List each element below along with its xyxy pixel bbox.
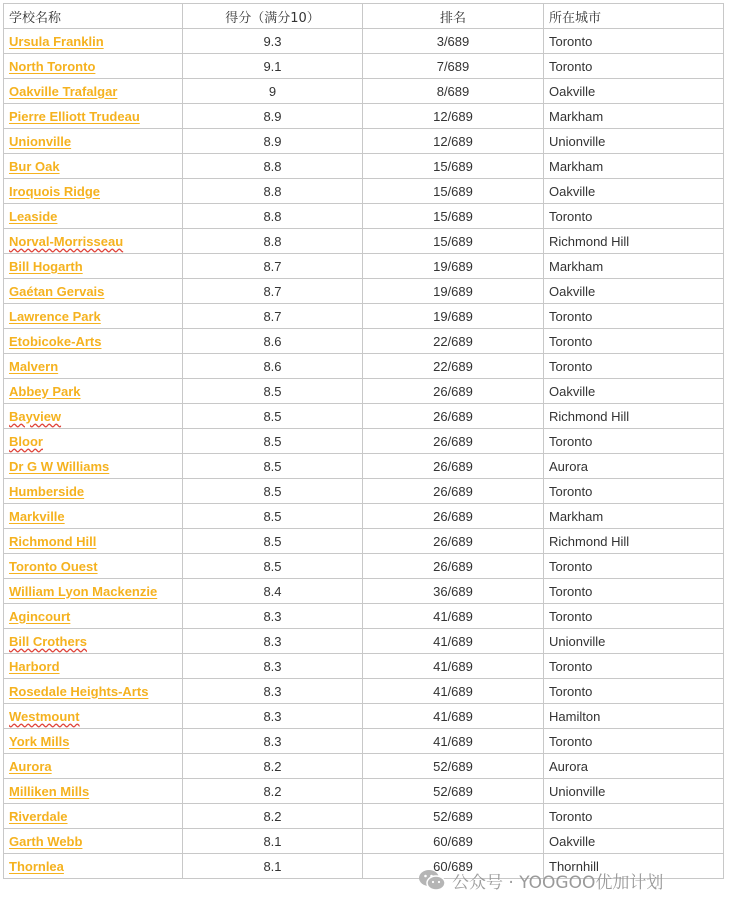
city-cell: Toronto [544,579,724,604]
table-row [4,704,724,729]
school-name-cell [4,779,183,804]
score-cell: 8.6 [183,354,363,379]
rank-cell: 26/689 [363,379,544,404]
rank-cell: 41/689 [363,679,544,704]
city-cell: Toronto [544,604,724,629]
city-cell: Toronto [544,354,724,379]
school-name-cell [4,54,183,79]
school-name-cell [4,129,183,154]
school-name-cell [4,704,183,729]
score-cell: 8.3 [183,604,363,629]
school-link[interactable]: Leaside [9,208,58,224]
rank-cell: 52/689 [363,779,544,804]
rank-cell: 8/689 [363,79,544,104]
rank-cell: 22/689 [363,354,544,379]
school-name-cell [4,629,183,654]
city-cell: Toronto [544,29,724,54]
table-row [4,779,724,804]
rank-cell: 26/689 [363,504,544,529]
school-link[interactable]: Garth Webb [9,833,83,849]
rank-cell: 15/689 [363,179,544,204]
rank-cell: 41/689 [363,729,544,754]
score-cell: 8.2 [183,779,363,804]
school-name-cell [4,579,183,604]
rank-cell: 19/689 [363,279,544,304]
school-link[interactable]: Aurora [9,758,52,774]
score-cell: 8.8 [183,204,363,229]
rank-cell: 15/689 [363,154,544,179]
school-name-cell [4,429,183,454]
school-link[interactable]: Pierre Elliott Trudeau [9,108,140,124]
table-row [4,604,724,629]
rank-cell: 60/689 [363,829,544,854]
watermark [418,867,663,893]
table-row [4,754,724,779]
score-cell: 8.5 [183,479,363,504]
table-row [4,529,724,554]
table-row [4,54,724,79]
score-cell: 8.3 [183,629,363,654]
school-link[interactable]: Iroquois Ridge [9,183,100,199]
table-row [4,654,724,679]
city-cell: Toronto [544,479,724,504]
score-cell: 8.1 [183,829,363,854]
school-name-cell [4,254,183,279]
score-cell: 8.5 [183,379,363,404]
school-name-cell [4,654,183,679]
score-cell: 8.5 [183,404,363,429]
score-cell: 8.2 [183,804,363,829]
city-cell: Toronto [544,304,724,329]
score-cell: 8.5 [183,504,363,529]
score-cell: 8.6 [183,329,363,354]
rank-cell: 12/689 [363,129,544,154]
city-cell: Oakville [544,279,724,304]
score-cell: 8.8 [183,229,363,254]
rank-cell: 26/689 [363,404,544,429]
table-row [4,729,724,754]
table-row [4,329,724,354]
school-link[interactable]: Bill Crothers [9,633,88,649]
table-row [4,279,724,304]
school-link[interactable]: Bayview [9,408,62,424]
school-name-cell [4,729,183,754]
rank-cell: 26/689 [363,529,544,554]
score-cell: 8.3 [183,729,363,754]
table-row [4,579,724,604]
school-name-cell [4,804,183,829]
city-cell: Unionville [544,129,724,154]
school-link[interactable]: York Mills [9,733,70,749]
school-name-cell [4,854,183,879]
school-link[interactable]: Agincourt [9,608,71,624]
city-cell: Toronto [544,679,724,704]
school-link[interactable]: Harbord [9,658,60,674]
city-cell: Richmond Hill [544,229,724,254]
school-name-cell [4,154,183,179]
school-name-cell [4,79,183,104]
watermark-text: 公众号 · YOOGOO优加计划 [452,872,664,893]
school-name-cell [4,279,183,304]
rank-cell: 41/689 [363,654,544,679]
table-row [4,679,724,704]
school-link[interactable]: Oakville Trafalgar [9,83,118,99]
city-cell: Markham [544,104,724,129]
city-cell: Toronto [544,729,724,754]
city-cell: Aurora [544,454,724,479]
city-cell: Toronto [544,329,724,354]
school-link[interactable]: Bur Oak [9,158,60,174]
city-cell: Oakville [544,79,724,104]
school-name-cell [4,454,183,479]
school-link[interactable]: Riverdale [9,808,68,824]
score-cell: 8.8 [183,154,363,179]
school-link[interactable]: Unionville [9,133,72,149]
score-cell: 9.3 [183,29,363,54]
rank-cell: 26/689 [363,554,544,579]
rank-cell: 12/689 [363,104,544,129]
school-name-cell [4,104,183,129]
table-row [4,379,724,404]
score-cell: 8.9 [183,129,363,154]
table-row [4,304,724,329]
table-row [4,479,724,504]
rank-cell: 15/689 [363,204,544,229]
table-row [4,429,724,454]
city-cell: Toronto [544,804,724,829]
school-name-cell [4,304,183,329]
table-row [4,829,724,854]
school-name-cell [4,679,183,704]
score-cell: 8.7 [183,279,363,304]
rank-cell: 26/689 [363,454,544,479]
header-school-name: 学校名称 [4,4,183,29]
school-name-cell [4,479,183,504]
school-name-cell [4,329,183,354]
rank-cell: 26/689 [363,429,544,454]
school-name-cell [4,354,183,379]
school-link[interactable]: Bill Hogarth [9,258,83,274]
header-city: 所在城市 [544,4,724,29]
city-cell: Unionville [544,779,724,804]
rank-cell: 52/689 [363,804,544,829]
table-row [4,354,724,379]
rank-cell: 41/689 [363,704,544,729]
school-name-cell [4,379,183,404]
school-name-cell [4,604,183,629]
school-link[interactable]: Etobicoke-Arts [9,333,102,349]
table-row [4,404,724,429]
city-cell: Richmond Hill [544,529,724,554]
city-cell: Toronto [544,54,724,79]
rank-cell: 26/689 [363,479,544,504]
table-row [4,179,724,204]
table-row [4,229,724,254]
table-row [4,454,724,479]
table-row [4,29,724,54]
score-cell: 8.5 [183,529,363,554]
school-name-cell [4,229,183,254]
score-cell: 8.7 [183,254,363,279]
rank-cell: 19/689 [363,254,544,279]
rank-cell: 60/689 [363,854,544,879]
score-cell: 8.2 [183,754,363,779]
school-link[interactable]: Lawrence Park [9,308,101,324]
school-link[interactable]: Richmond Hill [9,533,97,549]
city-cell: Oakville [544,379,724,404]
rank-cell: 41/689 [363,629,544,654]
table-row [4,154,724,179]
school-link[interactable]: Toronto Ouest [9,558,98,574]
score-cell: 9 [183,79,363,104]
city-cell: Toronto [544,554,724,579]
score-cell: 8.3 [183,704,363,729]
header-score: 得分（满分10） [183,4,363,29]
rank-cell: 7/689 [363,54,544,79]
rank-cell: 15/689 [363,229,544,254]
rank-cell: 19/689 [363,304,544,329]
city-cell: Toronto [544,429,724,454]
table-row [4,504,724,529]
score-cell: 8.4 [183,579,363,604]
score-cell: 8.5 [183,429,363,454]
city-cell: Markham [544,504,724,529]
rank-cell: 36/689 [363,579,544,604]
school-link[interactable]: Gaétan Gervais [9,283,105,299]
school-name-cell [4,29,183,54]
table-row [4,79,724,104]
school-link[interactable]: William Lyon Mackenzie [9,583,158,599]
table-row [4,104,724,129]
school-link[interactable]: Norval-Morrisseau [9,233,124,249]
city-cell: Unionville [544,629,724,654]
score-cell: 8.8 [183,179,363,204]
school-link[interactable]: Malvern [9,358,59,374]
score-cell: 8.3 [183,679,363,704]
city-cell: Oakville [544,179,724,204]
school-link[interactable]: Westmount [9,708,80,724]
city-cell: Aurora [544,754,724,779]
school-link[interactable]: Rosedale Heights-Arts [9,683,149,699]
score-cell: 8.7 [183,304,363,329]
score-cell: 8.5 [183,454,363,479]
wechat-icon [418,868,446,892]
school-name-cell [4,529,183,554]
school-link[interactable]: Ursula Franklin [9,33,104,49]
city-cell: Toronto [544,204,724,229]
city-cell: Markham [544,254,724,279]
city-cell: Richmond Hill [544,404,724,429]
header-rank: 排名 [363,4,544,29]
rank-cell: 52/689 [363,754,544,779]
school-name-cell [4,504,183,529]
school-link[interactable]: Milliken Mills [9,783,90,799]
school-name-cell [4,554,183,579]
school-name-cell [4,754,183,779]
city-cell: Toronto [544,654,724,679]
school-ranking-table [3,3,724,879]
score-cell: 8.5 [183,554,363,579]
score-cell: 8.1 [183,854,363,879]
school-link[interactable]: Abbey Park [9,383,81,399]
score-cell: 9.1 [183,54,363,79]
table-row [4,629,724,654]
school-name-cell [4,829,183,854]
city-cell: Markham [544,154,724,179]
rank-cell: 3/689 [363,29,544,54]
school-link[interactable]: North Toronto [9,58,96,74]
school-link[interactable]: Humberside [9,483,85,499]
score-cell: 8.3 [183,654,363,679]
table-body [4,29,724,879]
table-row [4,129,724,154]
table-row [4,254,724,279]
table-row [4,204,724,229]
school-link[interactable]: Dr G W Williams [9,458,110,474]
rank-cell: 22/689 [363,329,544,354]
table-header-row [4,4,724,29]
rank-cell: 41/689 [363,604,544,629]
school-name-cell [4,204,183,229]
city-cell: Hamilton [544,704,724,729]
city-cell: Oakville [544,829,724,854]
school-name-cell [4,404,183,429]
table-row [4,554,724,579]
table-row [4,804,724,829]
score-cell: 8.9 [183,104,363,129]
school-link[interactable]: Markville [9,508,65,524]
school-link[interactable]: Thornlea [9,858,64,874]
city-cell: Thornhill [544,854,724,879]
school-link[interactable]: Bloor [9,433,43,449]
school-name-cell [4,179,183,204]
